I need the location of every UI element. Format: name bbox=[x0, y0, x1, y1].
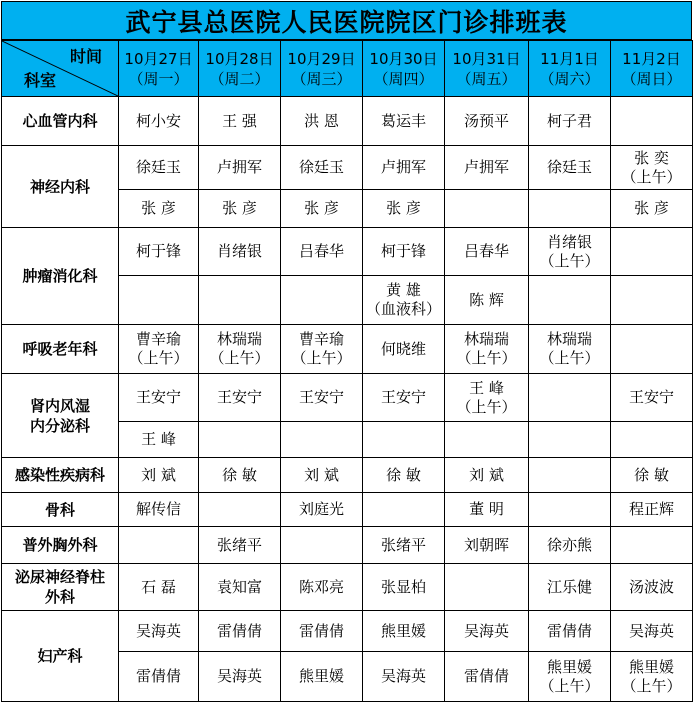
department-name: 呼吸老年科 bbox=[2, 325, 119, 374]
doctor-name: 解传信 bbox=[135, 500, 181, 518]
department-name: 骨科 bbox=[2, 493, 119, 527]
schedule-cell bbox=[281, 564, 363, 611]
doctor-name: 林瑞瑞 bbox=[463, 330, 509, 348]
schedule-cell bbox=[119, 611, 199, 652]
header-row bbox=[2, 41, 693, 97]
doctor-name: 江乐健 bbox=[546, 577, 592, 596]
doctor-name: 熊里媛 bbox=[546, 657, 592, 676]
doctor-name: 肖绪银 bbox=[216, 242, 262, 260]
shift-note: （上午） bbox=[456, 349, 517, 367]
shift-note: （上午） bbox=[539, 251, 600, 270]
table-row bbox=[2, 493, 693, 527]
shift-note: （上午） bbox=[621, 167, 682, 186]
schedule-cell bbox=[445, 493, 529, 527]
department-name-line: 肾内风湿 bbox=[29, 396, 90, 415]
department-name-line: 内分泌科 bbox=[29, 416, 90, 435]
schedule-cell bbox=[199, 190, 281, 228]
schedule-cell bbox=[119, 276, 199, 325]
doctor-name: 吴海英 bbox=[216, 667, 262, 685]
schedule-cell bbox=[445, 228, 529, 276]
schedule-cell bbox=[363, 527, 445, 564]
doctor-name: 何晓维 bbox=[380, 339, 426, 358]
schedule-cell bbox=[281, 611, 363, 652]
day-date: 11月2日 bbox=[622, 49, 681, 68]
schedule-cell bbox=[611, 611, 693, 652]
schedule-cell bbox=[119, 325, 199, 374]
schedule-cell bbox=[281, 652, 363, 702]
doctor-name: 柯小安 bbox=[135, 111, 181, 130]
doctor-name: 洪 恩 bbox=[304, 111, 339, 130]
day-date: 10月31日 bbox=[452, 49, 521, 68]
doctor-name: 卢拥军 bbox=[380, 158, 426, 176]
schedule-cell bbox=[199, 146, 281, 190]
schedule-cell bbox=[445, 190, 529, 228]
schedule-cell bbox=[199, 564, 281, 611]
table-row bbox=[2, 564, 693, 611]
schedule-cell bbox=[445, 611, 529, 652]
department-name-line: 泌尿神经脊柱 bbox=[14, 568, 105, 586]
schedule-cell bbox=[119, 652, 199, 702]
doctor-name: 吴海英 bbox=[135, 621, 181, 640]
schedule-cell bbox=[119, 493, 199, 527]
schedule-cell bbox=[363, 422, 445, 458]
table-row bbox=[2, 228, 693, 276]
doctor-name: 徐 敏 bbox=[386, 465, 421, 484]
schedule-cell bbox=[445, 564, 529, 611]
shift-note: （上午） bbox=[291, 349, 352, 367]
doctor-name: 雷倩倩 bbox=[298, 621, 344, 640]
schedule-cell bbox=[281, 276, 363, 325]
schedule-cell bbox=[363, 228, 445, 276]
schedule-cell bbox=[529, 422, 611, 458]
schedule-cell bbox=[611, 458, 693, 493]
schedule-cell bbox=[199, 527, 281, 564]
doctor-name: 吕春华 bbox=[298, 242, 344, 260]
department-name: 肿瘤消化科 bbox=[2, 228, 119, 325]
department-name bbox=[2, 564, 119, 611]
doctor-name: 雷倩倩 bbox=[546, 621, 592, 640]
table-row bbox=[2, 458, 693, 493]
schedule-cell bbox=[363, 564, 445, 611]
doctor-name: 徐廷玉 bbox=[135, 158, 181, 176]
doctor-name: 张 彦 bbox=[634, 199, 669, 217]
schedule-cell bbox=[445, 374, 529, 422]
shift-note: （上午） bbox=[539, 676, 600, 695]
schedule-cell bbox=[529, 190, 611, 228]
doctor-name: 吴海英 bbox=[463, 621, 509, 640]
schedule-cell bbox=[529, 325, 611, 374]
schedule-cell bbox=[529, 493, 611, 527]
schedule-cell bbox=[445, 527, 529, 564]
doctor-name: 柯子君 bbox=[546, 111, 592, 130]
department-name-line: 外科 bbox=[44, 588, 75, 606]
table-row bbox=[2, 611, 693, 652]
doctor-name: 张 彦 bbox=[386, 199, 421, 217]
shift-note: （上午） bbox=[128, 349, 189, 367]
doctor-name: 徐廷玉 bbox=[298, 158, 344, 176]
schedule-cell bbox=[281, 422, 363, 458]
schedule-table bbox=[1, 40, 693, 702]
doctor-name: 董 明 bbox=[469, 500, 504, 518]
schedule-cell bbox=[119, 97, 199, 146]
schedule-cell bbox=[199, 652, 281, 702]
schedule-cell bbox=[611, 325, 693, 374]
department-name: 感染性疾病科 bbox=[2, 458, 119, 493]
doctor-name: 柯于锋 bbox=[135, 242, 181, 260]
time-label: 时间 bbox=[69, 47, 102, 66]
doctor-name: 王安宁 bbox=[380, 388, 426, 406]
doctor-name: 王安宁 bbox=[298, 388, 344, 406]
department-name: 妇产科 bbox=[2, 611, 119, 702]
doctor-name: 葛运丰 bbox=[380, 111, 426, 130]
schedule-cell bbox=[119, 527, 199, 564]
day-header bbox=[119, 41, 199, 97]
doctor-name: 王安宁 bbox=[216, 388, 262, 406]
doctor-name: 程正辉 bbox=[628, 500, 674, 518]
schedule-cell bbox=[529, 611, 611, 652]
doctor-name: 汤预平 bbox=[463, 111, 509, 130]
shift-note: （上午） bbox=[456, 397, 517, 416]
schedule-cell bbox=[119, 146, 199, 190]
doctor-name: 张绪平 bbox=[216, 535, 262, 554]
doctor-name: 王 强 bbox=[222, 111, 257, 130]
doctor-name: 雷倩倩 bbox=[135, 667, 181, 685]
doctor-name: 陈 辉 bbox=[469, 290, 504, 309]
schedule-cell bbox=[611, 228, 693, 276]
doctor-name: 张 彦 bbox=[304, 199, 339, 217]
schedule-cell bbox=[199, 325, 281, 374]
day-date: 10月30日 bbox=[369, 49, 438, 68]
day-header bbox=[529, 41, 611, 97]
day-weekday: （周一） bbox=[128, 69, 189, 88]
schedule-cell bbox=[529, 374, 611, 422]
doctor-name: 卢拥军 bbox=[463, 158, 509, 176]
schedule-cell bbox=[363, 374, 445, 422]
schedule-cell bbox=[529, 276, 611, 325]
doctor-name: 王安宁 bbox=[628, 388, 674, 406]
schedule-cell bbox=[529, 146, 611, 190]
schedule-cell bbox=[611, 652, 693, 702]
day-weekday: （周二） bbox=[209, 69, 270, 88]
schedule-cell bbox=[281, 458, 363, 493]
doctor-name: 张显柏 bbox=[380, 577, 426, 596]
schedule-cell bbox=[529, 228, 611, 276]
doctor-name: 林瑞瑞 bbox=[546, 330, 592, 348]
doctor-name: 袁知富 bbox=[216, 577, 262, 596]
schedule-cell bbox=[199, 374, 281, 422]
schedule-cell bbox=[611, 146, 693, 190]
day-weekday: （周日） bbox=[621, 69, 682, 88]
doctor-name: 王安宁 bbox=[135, 388, 181, 406]
schedule-cell bbox=[281, 374, 363, 422]
schedule-cell bbox=[363, 493, 445, 527]
day-weekday: （周三） bbox=[291, 69, 352, 88]
shift-note: （血液科） bbox=[365, 300, 441, 318]
schedule-cell bbox=[611, 190, 693, 228]
doctor-name: 张绪平 bbox=[380, 535, 426, 554]
schedule-cell bbox=[445, 422, 529, 458]
schedule-cell bbox=[363, 146, 445, 190]
doctor-name: 林瑞瑞 bbox=[216, 330, 262, 348]
doctor-name: 熊里媛 bbox=[298, 667, 344, 685]
department-name: 神经内科 bbox=[2, 146, 119, 228]
doctor-name: 柯于锋 bbox=[380, 242, 426, 260]
doctor-name: 徐 敏 bbox=[634, 465, 669, 484]
schedule-cell bbox=[119, 564, 199, 611]
schedule-cell bbox=[199, 458, 281, 493]
schedule-cell bbox=[363, 458, 445, 493]
doctor-name: 张 彦 bbox=[222, 199, 257, 217]
day-header bbox=[199, 41, 281, 97]
table-row bbox=[2, 325, 693, 374]
doctor-name: 刘庭光 bbox=[298, 500, 344, 518]
schedule-cell bbox=[199, 97, 281, 146]
doctor-name: 曹辛瑜 bbox=[298, 330, 344, 348]
schedule-cell bbox=[281, 493, 363, 527]
schedule-cell bbox=[281, 97, 363, 146]
doctor-name: 陈邓亮 bbox=[298, 577, 344, 596]
table-row bbox=[2, 97, 693, 146]
schedule-cell bbox=[119, 190, 199, 228]
schedule-sheet bbox=[1, 1, 692, 702]
doctor-name: 卢拥军 bbox=[216, 158, 262, 176]
schedule-cell bbox=[119, 458, 199, 493]
schedule-cell bbox=[529, 458, 611, 493]
schedule-cell bbox=[611, 527, 693, 564]
page-title: 武宁县总医院人民医院院区门诊排班表 bbox=[1, 1, 692, 40]
department-name: 心血管内科 bbox=[2, 97, 119, 146]
schedule-cell bbox=[529, 97, 611, 146]
doctor-name: 吴海英 bbox=[628, 621, 674, 640]
schedule-cell bbox=[611, 422, 693, 458]
schedule-cell bbox=[611, 564, 693, 611]
shift-note: （上午） bbox=[539, 349, 600, 367]
day-header bbox=[611, 41, 693, 97]
doctor-name: 王 峰 bbox=[469, 378, 504, 397]
day-date: 10月28日 bbox=[205, 49, 274, 68]
schedule-cell bbox=[363, 276, 445, 325]
schedule-cell bbox=[363, 652, 445, 702]
schedule-cell bbox=[363, 97, 445, 146]
department-name bbox=[2, 374, 119, 458]
doctor-name: 吴海英 bbox=[380, 667, 426, 685]
doctor-name: 肖绪银 bbox=[546, 232, 592, 251]
corner-header bbox=[2, 41, 119, 97]
schedule-cell bbox=[611, 374, 693, 422]
schedule-cell bbox=[281, 228, 363, 276]
day-header bbox=[363, 41, 445, 97]
schedule-cell bbox=[611, 493, 693, 527]
doctor-name: 张 奕 bbox=[634, 148, 669, 167]
table-row bbox=[2, 146, 693, 190]
day-date: 10月29日 bbox=[287, 49, 356, 68]
schedule-cell bbox=[119, 422, 199, 458]
schedule-cell bbox=[199, 228, 281, 276]
day-header bbox=[445, 41, 529, 97]
doctor-name: 熊里媛 bbox=[628, 657, 674, 676]
doctor-name: 徐廷玉 bbox=[546, 158, 592, 176]
schedule-cell bbox=[445, 146, 529, 190]
doctor-name: 徐亦熊 bbox=[546, 535, 592, 554]
doctor-name: 刘朝晖 bbox=[463, 535, 509, 554]
schedule-cell bbox=[199, 611, 281, 652]
doctor-name: 刘 斌 bbox=[469, 465, 504, 484]
schedule-cell bbox=[281, 527, 363, 564]
doctor-name: 刘 斌 bbox=[141, 465, 176, 484]
day-weekday: （周五） bbox=[456, 69, 517, 88]
doctor-name: 徐 敏 bbox=[222, 465, 257, 484]
schedule-body bbox=[2, 97, 693, 702]
schedule-cell bbox=[281, 325, 363, 374]
day-weekday: （周六） bbox=[539, 69, 600, 88]
schedule-cell bbox=[363, 325, 445, 374]
schedule-cell bbox=[281, 190, 363, 228]
schedule-cell bbox=[445, 458, 529, 493]
schedule-cell bbox=[445, 652, 529, 702]
doctor-name: 王 峰 bbox=[141, 430, 176, 448]
day-header bbox=[281, 41, 363, 97]
doctor-name: 石 磊 bbox=[141, 577, 176, 596]
schedule-cell bbox=[529, 652, 611, 702]
schedule-cell bbox=[529, 527, 611, 564]
day-date: 11月1日 bbox=[540, 49, 599, 68]
schedule-cell bbox=[611, 97, 693, 146]
doctor-name: 黄 雄 bbox=[386, 281, 421, 299]
schedule-cell bbox=[445, 325, 529, 374]
shift-note: （上午） bbox=[209, 349, 270, 367]
schedule-cell bbox=[119, 228, 199, 276]
department-label: 科室 bbox=[24, 71, 57, 90]
doctor-name: 雷倩倩 bbox=[216, 621, 262, 640]
schedule-cell bbox=[199, 422, 281, 458]
schedule-cell bbox=[445, 97, 529, 146]
schedule-cell bbox=[529, 564, 611, 611]
doctor-name: 雷倩倩 bbox=[463, 667, 509, 685]
doctor-name: 熊里媛 bbox=[380, 621, 426, 640]
shift-note: （上午） bbox=[621, 676, 682, 695]
schedule-cell bbox=[611, 276, 693, 325]
table-row bbox=[2, 527, 693, 564]
schedule-cell bbox=[281, 146, 363, 190]
doctor-name: 吕春华 bbox=[463, 242, 509, 260]
table-row bbox=[2, 374, 693, 422]
day-date: 10月27日 bbox=[124, 49, 193, 68]
schedule-cell bbox=[199, 276, 281, 325]
schedule-cell bbox=[363, 190, 445, 228]
day-weekday: （周四） bbox=[373, 69, 434, 88]
schedule-cell bbox=[199, 493, 281, 527]
schedule-cell bbox=[363, 611, 445, 652]
doctor-name: 汤波波 bbox=[628, 577, 674, 596]
department-name: 普外胸外科 bbox=[2, 527, 119, 564]
schedule-cell bbox=[119, 374, 199, 422]
doctor-name: 曹辛瑜 bbox=[135, 330, 181, 348]
doctor-name: 刘 斌 bbox=[304, 465, 339, 484]
schedule-cell bbox=[445, 276, 529, 325]
doctor-name: 张 彦 bbox=[141, 199, 176, 217]
